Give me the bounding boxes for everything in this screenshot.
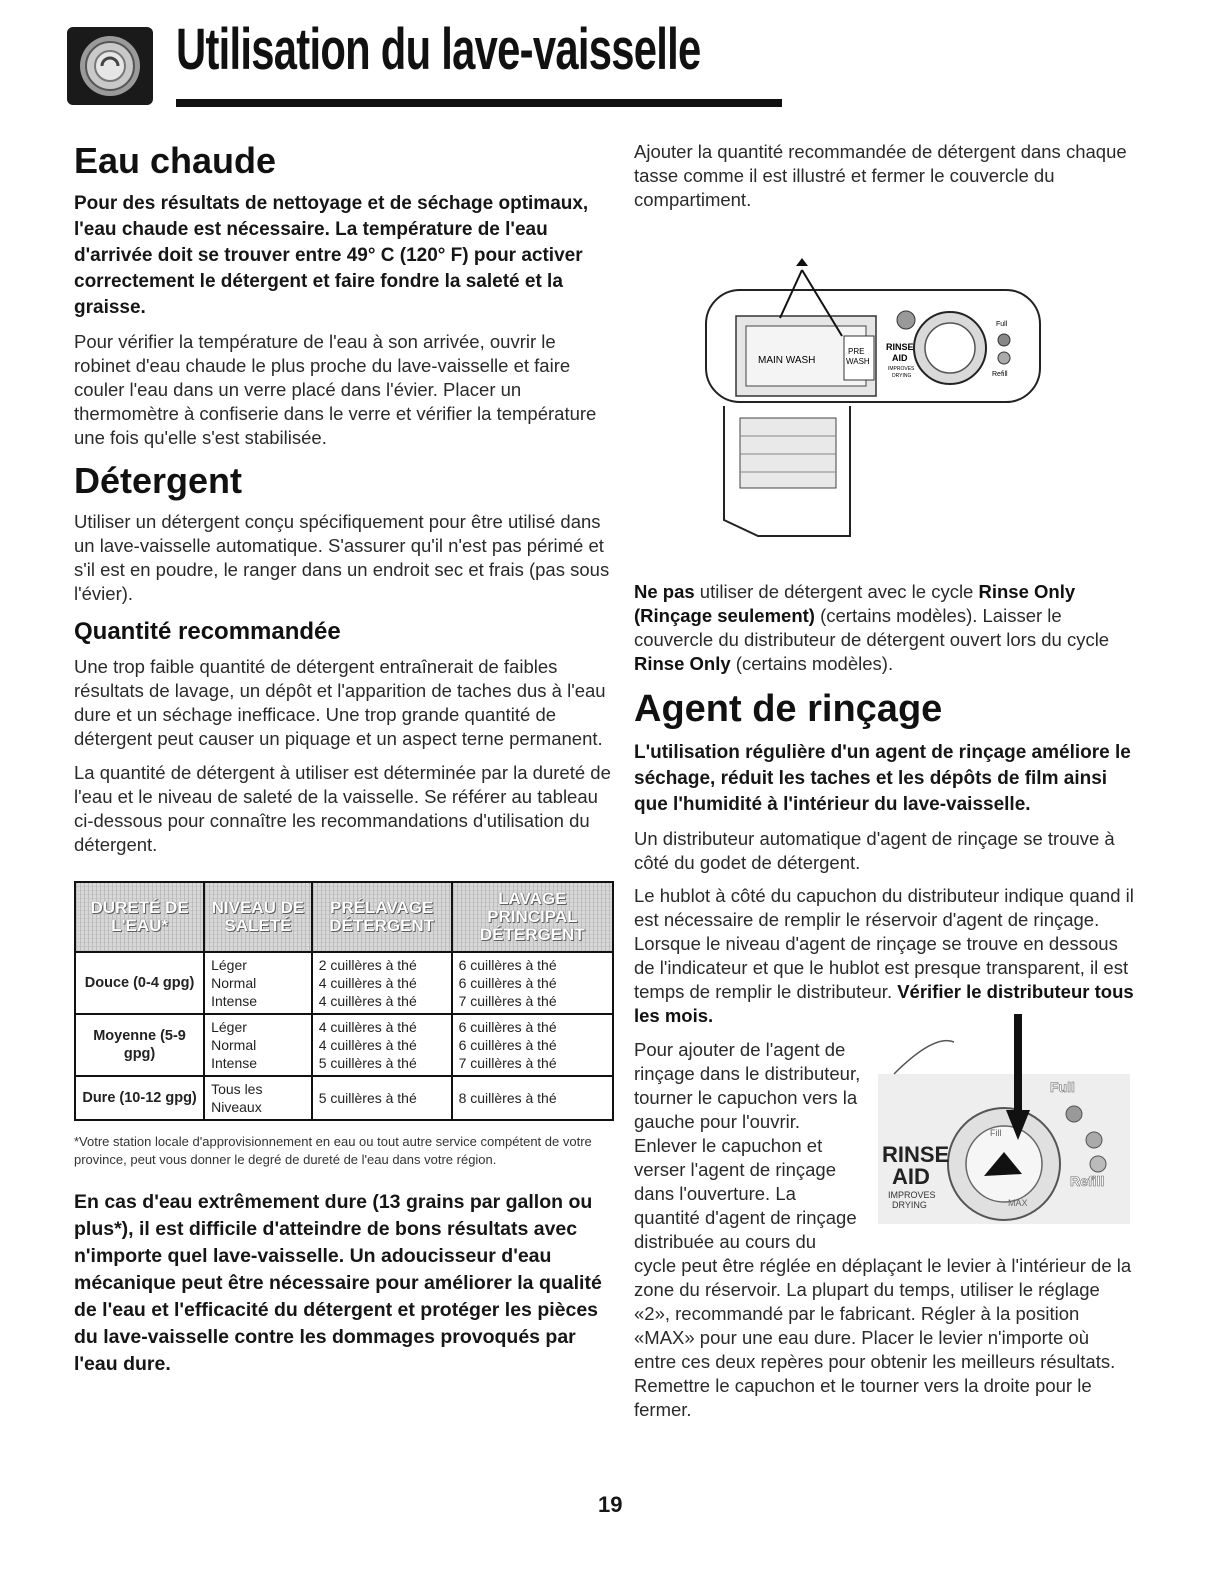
mainwash-value: 6 cuillères à thé <box>458 956 557 973</box>
full-label: Full <box>996 321 1008 328</box>
hot-water-body: Pour vérifier la température de l'eau à son arrivée, ouvrir le robinet d'eau chaude le plus proche du lave-vaisselle et faire couler l'eau dans un verre placé dans l'évier. Placer un thermomètre à confiserie dans le verre et vérifier la température une fois qu'elle s'est stabilisée. <box>74 331 597 449</box>
mainwash-value: 6 cuillères à thé <box>458 974 557 991</box>
pre-label: PRE <box>848 347 865 356</box>
hot-water-heading: Eau chaude <box>74 140 277 181</box>
mainwash-cell <box>452 1076 613 1120</box>
rinse-label: RINSE <box>886 342 914 352</box>
prewash-value: 4 cuillères à thé <box>318 992 417 1009</box>
rinse-aid-lead: L'utilisation régulière d'un agent de rinçage améliore le séchage, réduit les taches et les dépôts de film ainsi que l'humidité à l'intérieur du lave-vaisselle. <box>634 741 1131 815</box>
prewash-cell <box>312 952 452 1014</box>
rinse-only-text: (certains modèles). <box>730 653 894 674</box>
soil-value: Normal <box>211 1036 257 1053</box>
soil-value: Léger <box>211 956 247 973</box>
table-row <box>75 1014 613 1076</box>
right-column <box>634 140 1134 1422</box>
cap-rinse-label: RINSE <box>882 1141 950 1167</box>
soil-cell <box>204 1076 312 1120</box>
cap-aid-label: AID <box>892 1163 930 1189</box>
soil-cell <box>204 1014 312 1076</box>
table-row <box>75 1076 613 1120</box>
soil-value: Léger <box>211 1018 247 1035</box>
main-wash-label: MAIN WASH <box>758 355 816 366</box>
cap-fill-label: Fill <box>990 1127 1002 1138</box>
cap-improves-label: IMPROVES <box>888 1189 936 1200</box>
cap-max-label: MAX <box>1008 1197 1028 1208</box>
page-title: Utilisation du lave-vaisselle <box>176 17 701 82</box>
hard-water-note: En cas d'eau extrêmement dure (13 grains par gallon ou plus*), il est difficile d'atteindre de bons résultats avec n'importe quel lave-vaisselle. Un adoucisseur d'eau mécanique peut être nécessaire pour améliorer la qualité de l'eau et l'efficacité du détergent et protéger les pièces du lave-vaisselle contre les dommages provoqués par l'eau dure. <box>74 1190 602 1375</box>
mainwash-cell <box>452 1014 613 1076</box>
quantity-body-2: La quantité de détergent à utiliser est déterminée par la dureté de l'eau et le niveau de saleté de la vaisselle. Se référer au tableau ci-dessous pour connaître les recommandations d'utilisation du détergent. <box>74 761 611 855</box>
soil-value: Niveaux <box>211 1098 262 1115</box>
dishwasher-logo-icon <box>66 26 154 106</box>
intro-text: Ajouter la quantité recommandée de détergent dans chaque tasse comme il est illustré et fermer le couvercle du compartiment. <box>634 141 1127 210</box>
mainwash-value: 6 cuillères à thé <box>458 1018 557 1035</box>
aid-label: AID <box>892 353 908 363</box>
left-column <box>74 140 614 1378</box>
refill-label: Refill <box>992 371 1008 378</box>
table-row <box>75 952 613 1014</box>
table-header: DURETÉ DE L'EAU* <box>75 882 204 952</box>
detergent-body: Utiliser un détergent conçu spécifiquement pour être utilisé dans un lave-vaisselle automatique. S'assurer qu'il n'est pas périmé et s'il est en poudre, le ranger dans un endroit sec et frais (pas sous l'évier). <box>74 510 610 604</box>
quantity-body-1: Une trop faible quantité de détergent entraînerait de faibles résultats de lavage, un dépôt et l'apparition de taches dus à l'eau dure et un séchage inefficace. Une trop grande quantité de détergent peut causer un piquage et un aspect terne permanent. <box>74 655 606 749</box>
mainwash-value: 7 cuillères à thé <box>458 1054 557 1071</box>
rinse-only-bold: Rinse Only (Rinçage seulement) <box>634 581 1076 626</box>
soil-value: Tous les <box>211 1080 263 1097</box>
wash-label: WASH <box>846 357 870 366</box>
rinse-aid-body-3-wrap: Pour ajouter de l'agent de rinçage dans le distributeur, tourner le capuchon vers la gauche pour l'ouvrir. Enlever le capuchon et verser l'agent de rinçage dans l'ouverture. La quantité <box>634 1038 861 1228</box>
soil-value: Intense <box>211 1054 258 1071</box>
rinse-aid-wrap <box>634 1038 1134 1422</box>
cap-refill-label: Refill <box>1070 1172 1105 1189</box>
rinse-aid-cap-illustration <box>874 1014 1134 1234</box>
rinse-aid-body-2 <box>634 884 1134 1028</box>
drying-label: DRYING <box>892 373 912 379</box>
rinse-only-text: (certains modèles). Laisser le couvercle du distributeur de détergent ouvert lors du cycle <box>634 605 1110 650</box>
prewash-cell <box>312 1076 452 1120</box>
hardness-cell: Moyenne (5-9 gpg) <box>75 1014 204 1076</box>
rinse-only-text: utiliser de détergent avec le cycle <box>694 581 979 602</box>
hardness-cell: Dure (10-12 gpg) <box>75 1076 204 1120</box>
hardness-cell: Douce (0-4 gpg) <box>75 952 204 1014</box>
table-header: PRÉLAVAGE DÉTERGENT <box>312 882 452 952</box>
rinse-aid-body-3-rest: d'agent de rinçage distribuée au cours du cycle peut être réglée en déplaçant le levier à l'intérieur de la zone du réservoir. La plupart du temps, utiliser le réglage «2», recommandé par le fabricant. Régler à la position «MAX» pour une eau dure. Placer le levier n'importe où entre ces deux repères pour obtenir les meilleurs résultats. Remettre le capuchon et le tourner vers la droite pour le fermer. <box>634 1206 1132 1420</box>
detergent-heading: Détergent <box>74 460 243 502</box>
mainwash-value: 7 cuillères à thé <box>458 992 557 1009</box>
rinse-only-bold: Rinse Only <box>634 653 731 674</box>
rinse-aid-heading: Agent de rinçage <box>634 688 943 730</box>
prewash-cell <box>312 1014 452 1076</box>
quantity-heading: Quantité recommandée <box>74 617 341 645</box>
rinse-aid-body-2-bold: Vérifier le distributeur tous les mois. <box>634 980 1134 1026</box>
rinse-aid-body-1: Un distributeur automatique d'agent de rinçage se trouve à côté du godet de détergent. <box>634 827 1115 873</box>
mainwash-value: 8 cuillères à thé <box>458 1089 557 1106</box>
mainwash-value: 6 cuillères à thé <box>458 1036 557 1053</box>
prewash-value: 5 cuillères à thé <box>318 1089 417 1106</box>
rinse-only-note <box>634 580 1134 676</box>
table-footnote: *Votre station locale d'approvisionnement en eau ou tout autre service compétent de votre province, peut vous donner le degré de dureté de l'eau dans votre région. <box>74 1133 592 1167</box>
title-rule <box>176 99 782 107</box>
arrow-icon <box>796 258 808 266</box>
soil-value: Intense <box>211 992 258 1009</box>
detergent-dispenser-illustration <box>700 250 1050 550</box>
hot-water-lead: Pour des résultats de nettoyage et de séchage optimaux, l'eau chaude est nécessaire. La température de l'eau d'arrivée doit se trouver entre 49° C (120° F) pour activer correctement le détergent et faire fondre la saleté et la graisse. <box>74 193 589 319</box>
table-header: LAVAGE PRINCIPAL DÉTERGENT <box>452 882 613 952</box>
improves-label: IMPROVES <box>888 366 915 372</box>
detergent-table <box>74 881 614 1121</box>
table-header: NIVEAU DE SALETÉ <box>204 882 312 952</box>
mainwash-cell <box>452 952 613 1014</box>
cap-drying-label: DRYING <box>892 1199 927 1210</box>
soil-value: Normal <box>211 974 257 991</box>
cap-full-label: Full <box>1050 1078 1075 1095</box>
prewash-value: 4 cuillères à thé <box>318 974 417 991</box>
prewash-value: 4 cuillères à thé <box>318 1018 417 1035</box>
prewash-value: 4 cuillères à thé <box>318 1036 417 1053</box>
rinse-aid-body-2-text: Le hublot à côté du capuchon du distributeur indique quand il est nécessaire de remplir le réservoir d'agent de rinçage. Lorsque le niveau d'agent de rinçage se trouve en dessous de l'indicateur et que le hublot est presque transparent, il est temps de remplir le distributeur. <box>634 884 1134 1002</box>
prewash-value: 2 cuillères à thé <box>318 956 417 973</box>
page-number: 19 <box>598 1492 623 1517</box>
soil-cell <box>204 952 312 1014</box>
rinse-only-bold: Ne pas <box>634 581 695 602</box>
prewash-value: 5 cuillères à thé <box>318 1054 417 1071</box>
